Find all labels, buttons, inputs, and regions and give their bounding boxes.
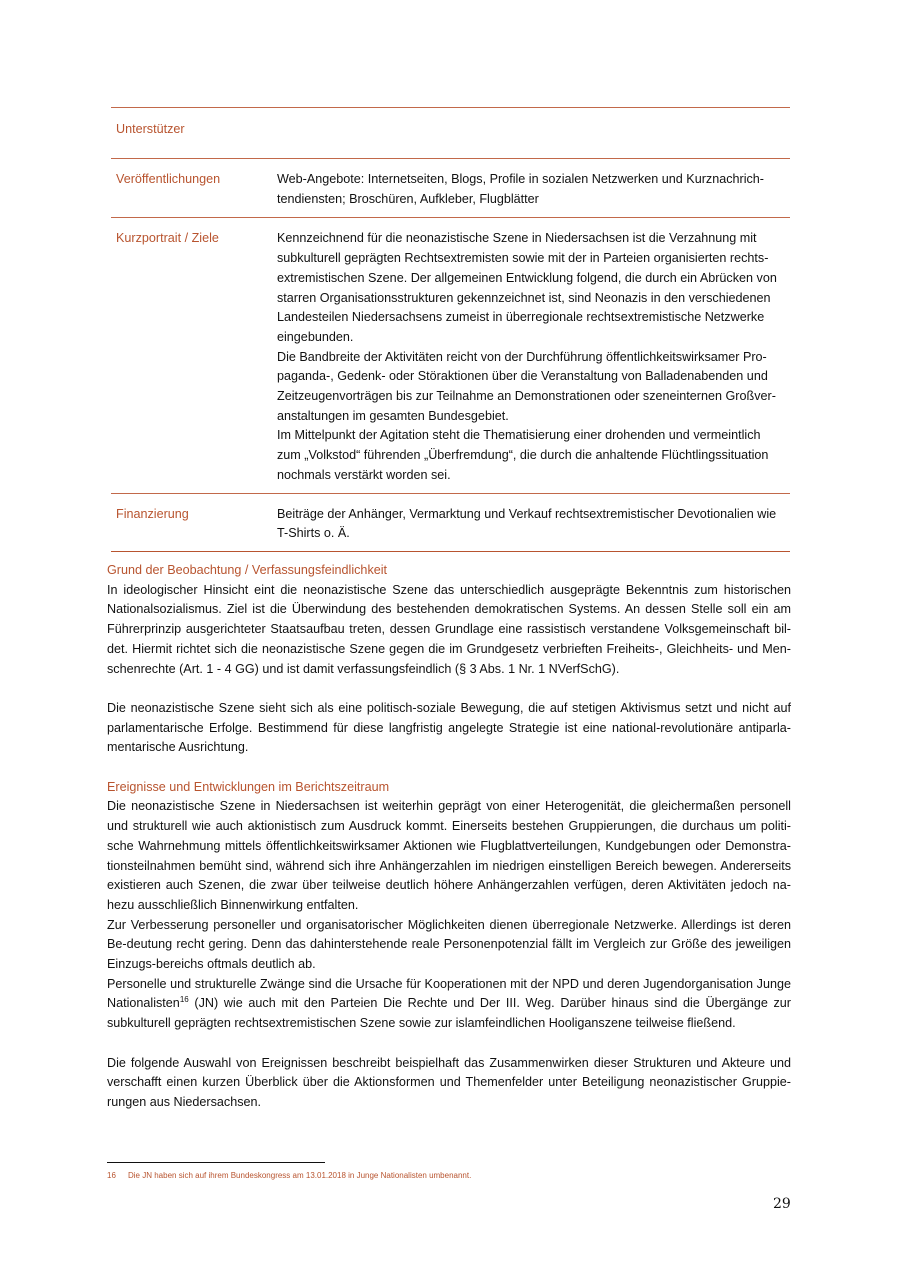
row-label-supporters: Unterstützer (116, 122, 185, 136)
events-paragraph-2: Zur Verbesserung personeller und organisatorischer Möglichkeiten dienen überregionale Netzwerke. Allerdings ist deren Be-deutung recht gering. Denn das dahinterstehende reale Personenpotenzial fällt im Vergleich zur Größe des jeweiligen Einzugs-bereichs oftmals deutlich ab. (107, 917, 791, 972)
events-paragraph-4: Die folgende Auswahl von Ereignissen beschreibt beispielhaft das Zusammenwirken dieser Strukturen und Akteure und verschafft einen kurzen Überblick über die Aktionsformen und Themenfelder unter Beteiligung neonazistischer Gruppie-rungen aus Niedersachsen. (107, 1055, 791, 1109)
financing-text: Beiträge der Anhänger, Vermarktung und Verkauf rechtsextremistischer Devotionalien wie T-Shirts o. Ä. (277, 506, 777, 541)
publications-text: Web-Angebote: Internetseiten, Blogs, Profile in sozialen Netzwerken und Kurznachrich-tendiensten; Broschüren, Aufkleber, Flugblätter (277, 172, 764, 206)
events-paragraph-1: Die neonazistische Szene in Niedersachsen ist weiterhin geprägt von einer Heterogenität, die gleichermaßen personell und strukturell wie auch aktionistisch zum Ausdruck kommt. Einerseits bestehen Gruppierungen, die durchaus um politi-sche Wahrnehmung mittels öffentlichkeitswirksamer Aktionen wie Flugblattverteilungen, Kundgebungen oder Demonstra-tionsteilnahmen bemüht sind, während sich ihre Anhängerzahlen im niedrigen einstelligen Bereich bewegen. Andererseits existieren auch Szenen, die zwar über teilweise deutlich höhere Anhängerzahlen verfügen, deren Aktivitäten jedoch na-hezu ausschließlich Binnenwirkung entfalten. (107, 799, 791, 912)
body-text (107, 561, 791, 1113)
table-row-supporters (111, 108, 790, 159)
portrait-paragraph-2: Die Bandbreite der Aktivitäten reicht von der Durchführung öffentlichkeitswirksamer Pro-paganda-, Gedenk- oder Störaktionen über die Veranstaltung von Balladenabenden und Zeitzeugenvorträgen bis zur Teilnahme an Demonstrationen oder szeneinternen Großver-anstaltungen im gesamten Bundesgebiet. (277, 349, 776, 423)
observation-paragraph-2: Die neonazistische Szene sieht sich als eine politisch-soziale Bewegung, die auf stetigen Aktivismus setzt und nicht auf parlamentarische Erfolge. Bestimmend für diese langfristig angelegte Strategie ist eine national-revolutionäre antiparla-mentarische Ausrichtung. (107, 700, 791, 755)
footnote-text: Die JN haben sich auf ihrem Bundeskongress am 13.01.2018 in Junge Nationalisten umbenannt. (128, 1171, 472, 1180)
row-value-portrait (277, 218, 790, 493)
row-value-supporters (277, 108, 790, 159)
events-paragraph-3 (107, 975, 791, 1034)
table-row-financing (111, 493, 790, 551)
portrait-paragraph-3: Im Mittelpunkt der Agitation steht die Thematisierung einer drohenden und vermeintlich zum „Volkstod“ führenden „Überfremdung“, die durch die anhaltende Flüchtlingssituation nochmals verstärkt worden sei. (277, 428, 769, 482)
footnote-divider (107, 1162, 325, 1163)
row-label-portrait: Kurzportrait / Ziele (116, 231, 219, 246)
row-label-publications: Veröffentlichungen (116, 172, 221, 186)
observation-paragraph-1: In ideologischer Hinsicht eint die neonazistische Szene das unterschiedlich ausgeprägte Bekenntnis zum historischen Nationalsozialismus. Ziel ist die Überwindung des bestehenden demokratischen Systems. An dessen Stelle soll ein am Führerprinzip ausgerichteter Staatsaufbau treten, dessen Grundlage eine rassistisch verstandene Volksgemeinschaft bil-det. Hiermit richtet sich die neonazistische Szene gegen die im Grundgesetz verbrieften Freiheits-, Gleichheits- und Men-schenrechte (Art. 1 - 4 GG) und ist damit verfassungsfeindlich (§ 3 Abs. 1 Nr. 1 NVerfSchG). (107, 582, 791, 676)
row-value-publications (277, 159, 790, 218)
table-row-portrait (111, 218, 790, 493)
events-paragraph-3-start: Personelle und strukturelle Zwänge sind die Ursache für Kooperationen mit der NPD und deren Jugendorganisation Junge Nationalisten (107, 976, 791, 1011)
footnote-reference[interactable]: 16 (179, 995, 189, 1005)
footnote-mark: 16 (107, 1171, 116, 1180)
table-row-publications (111, 159, 790, 218)
section-heading-events: Ereignisse und Entwicklungen im Berichtszeitraum (107, 779, 390, 794)
row-label-financing: Finanzierung (116, 506, 189, 521)
footnote (107, 1171, 471, 1180)
page-number: 29 (773, 1196, 791, 1212)
portrait-paragraph-1: Kennzeichnend für die neonazistische Szene in Niedersachsen ist die Verzahnung mit subkulturell geprägten Rechtsextremisten sowie mit der in Parteien organisierten rechts-extremistischen Szene. Der allgemeinen Entwicklung folgend, die durch ein Abrücken von starren Organisationsstrukturen gekennzeichnet ist, sind Neonazis in den verschiedenen Landesteilen Niedersachsens zumeist in überregionale rechtsextremistische Netzwerke eingebunden. (277, 231, 777, 344)
section-heading-observation: Grund der Beobachtung / Verfassungsfeindlichkeit (107, 563, 388, 577)
events-paragraph-3-end: (JN) wie auch mit den Parteien Die Rechte und Der III. Weg. Darüber hinaus sind die Übergänge zur subkulturell geprägten rechtsextremistischen Szene sowie zur islamfeindlichen Hooliganszene teilweise fließend. (107, 996, 791, 1031)
row-value-financing (277, 493, 790, 551)
profile-table (111, 107, 790, 552)
